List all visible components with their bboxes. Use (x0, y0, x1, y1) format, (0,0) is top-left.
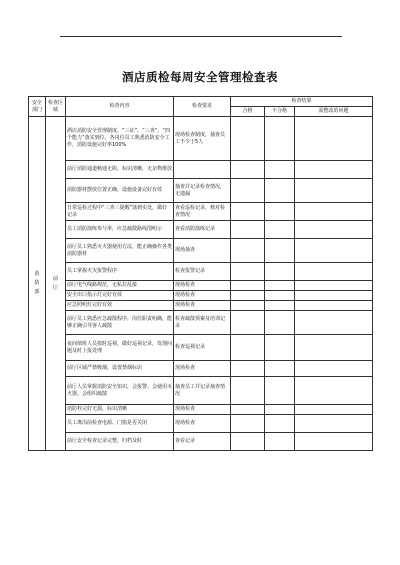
row-issue[interactable] (295, 203, 373, 221)
top-rule (60, 36, 342, 37)
row-requirement: 抽查员工并记录抽查情况 (174, 377, 231, 405)
row-requirement: 检查报警记录 (174, 263, 231, 281)
table-row (29, 311, 373, 335)
row-qualified[interactable] (231, 263, 265, 281)
row-requirement: 查看消防演练记录 (174, 221, 231, 239)
row-unqualified[interactable] (265, 239, 295, 263)
row-unqualified[interactable] (265, 291, 295, 301)
area-cell: 前 厅 (46, 117, 66, 451)
row-qualified[interactable] (231, 281, 265, 291)
row-unqualified[interactable] (265, 203, 295, 221)
table-row (29, 281, 373, 291)
table-row (29, 415, 373, 433)
row-requirement: 现场检查 (174, 301, 231, 311)
header-issue: 需整改的问题 (295, 107, 373, 117)
row-qualified[interactable] (231, 179, 265, 203)
row-issue[interactable] (295, 311, 373, 335)
row-issue[interactable] (295, 433, 373, 451)
row-unqualified[interactable] (265, 117, 295, 161)
row-requirement: 现场检查 (174, 291, 231, 301)
row-qualified[interactable] (231, 239, 265, 263)
row-content: 前厅电气线路规范，无私拉乱接 (66, 281, 174, 291)
row-qualified[interactable] (231, 361, 265, 377)
row-unqualified[interactable] (265, 415, 295, 433)
table-row (29, 179, 373, 203)
table-row (29, 203, 373, 221)
row-unqualified[interactable] (265, 221, 295, 239)
row-unqualified[interactable] (265, 281, 295, 291)
row-qualified[interactable] (231, 415, 265, 433)
row-issue[interactable] (295, 291, 373, 301)
row-unqualified[interactable] (265, 263, 295, 281)
table-row (29, 263, 373, 281)
table-row (29, 291, 373, 301)
row-content: 前厅员工熟悉应急疏散程序，岗位职责明确，能够正确引导客人疏散 (66, 311, 174, 335)
header-result: 检查结果 (231, 97, 373, 107)
row-content: 前厅安全检查记录完整，归档及时 (66, 433, 174, 451)
row-unqualified[interactable] (265, 361, 295, 377)
row-requirement: 现场检查 (174, 281, 231, 291)
header-qualified: 合格 (231, 107, 265, 117)
row-qualified[interactable] (231, 203, 265, 221)
header-content: 检查内容 (66, 97, 174, 117)
row-requirement: 现场检查 (174, 415, 231, 433)
row-content: 日常巡检过程中“三查三提醒”落到实处，做好记录 (66, 203, 174, 221)
row-requirement: 查看巡检记录，核对检查情况 (174, 203, 231, 221)
row-qualified[interactable] (231, 377, 265, 405)
page-title: 酒店质检每周安全管理检查表 (122, 70, 278, 84)
row-unqualified[interactable] (265, 311, 295, 335)
row-qualified[interactable] (231, 291, 265, 301)
inspection-table (28, 96, 373, 451)
row-issue[interactable] (295, 301, 373, 311)
row-issue[interactable] (295, 179, 373, 203)
row-content: 前厅员工熟悉灭火器使用方法，能正确操作各类消防器材 (66, 239, 174, 263)
row-content: 酒店消防安全管理制度、“三证”、“三查”、“四个能力”落实到位，各岗位员工熟悉消防安全工作，消防设施完好率100% (66, 117, 174, 161)
table-row (29, 239, 373, 263)
table-row (29, 301, 373, 311)
row-qualified[interactable] (231, 221, 265, 239)
row-content: 前厅区域严禁吸烟，设置禁烟标识 (66, 361, 174, 377)
row-issue[interactable] (295, 221, 373, 239)
row-requirement (174, 161, 231, 179)
row-content: 安全出口指示灯完好有效 (66, 291, 174, 301)
row-issue[interactable] (295, 377, 373, 405)
row-unqualified[interactable] (265, 301, 295, 311)
row-requirement: 现场检查 (174, 405, 231, 415)
row-issue[interactable] (295, 361, 373, 377)
category-cell: 消 防 部 (29, 117, 46, 451)
table-row (29, 161, 373, 179)
row-qualified[interactable] (231, 433, 265, 451)
header-area: 检查区域 (46, 97, 66, 117)
row-issue[interactable] (295, 117, 373, 161)
table-row (29, 377, 373, 405)
row-content: 前厅消防通道畅通无阻，标识清晰，无杂物堆放 (66, 161, 174, 179)
row-requirement: 检查疏散预案及培训记录 (174, 311, 231, 335)
row-unqualified[interactable] (265, 433, 295, 451)
row-content: 员工消防演练参与率，应急疏散路线图明示 (66, 221, 174, 239)
row-requirement: 现场检查 (174, 361, 231, 377)
row-qualified[interactable] (231, 335, 265, 361)
table-row (29, 335, 373, 361)
header-unqualified: 不合格 (265, 107, 295, 117)
row-issue[interactable] (295, 415, 373, 433)
row-qualified[interactable] (231, 311, 265, 335)
table-row (29, 433, 373, 451)
table-row (29, 117, 373, 161)
row-requirement: 抽查并记录检查情况，无遗漏 (174, 179, 231, 203)
row-content: 夜间值班人员按时巡视，做好巡视记录，发现问题及时上报处理 (66, 335, 174, 361)
row-content: 前厅人员掌握消防安全知识，会报警、会使用灭火器、会组织疏散 (66, 377, 174, 405)
row-issue[interactable] (295, 161, 373, 179)
row-requirement: 现场抽查 (174, 239, 231, 263)
row-unqualified[interactable] (265, 405, 295, 415)
row-issue[interactable] (295, 263, 373, 281)
table-row (29, 361, 373, 377)
row-unqualified[interactable] (265, 335, 295, 361)
row-qualified[interactable] (231, 161, 265, 179)
row-issue[interactable] (295, 281, 373, 291)
row-qualified[interactable] (231, 301, 265, 311)
header-requirement: 检查要求 (174, 97, 231, 117)
header-category: 安全部门 (29, 97, 46, 117)
row-content: 消防器材摆放位置正确，设施设备完好有效 (66, 179, 174, 203)
table-row (29, 221, 373, 239)
row-requirement: 检查巡视记录 (174, 335, 231, 361)
row-issue[interactable] (295, 335, 373, 361)
row-content: 应急照明灯完好有效 (66, 301, 174, 311)
row-content: 员工掌握火灾报警程序 (66, 263, 174, 281)
row-requirement: 现场检查制度，抽查员工不少于5人 (174, 117, 231, 161)
row-content: 员工离岗前检查电源、门窗是否关闭 (66, 415, 174, 433)
row-unqualified[interactable] (265, 377, 295, 405)
row-issue[interactable] (295, 405, 373, 415)
row-qualified[interactable] (231, 405, 265, 415)
row-unqualified[interactable] (265, 161, 295, 179)
row-requirement: 查看记录 (174, 433, 231, 451)
table-row (29, 405, 373, 415)
row-content: 消防栓完好无损，标识清晰 (66, 405, 174, 415)
row-issue[interactable] (295, 239, 373, 263)
row-unqualified[interactable] (265, 179, 295, 203)
row-qualified[interactable] (231, 117, 265, 161)
